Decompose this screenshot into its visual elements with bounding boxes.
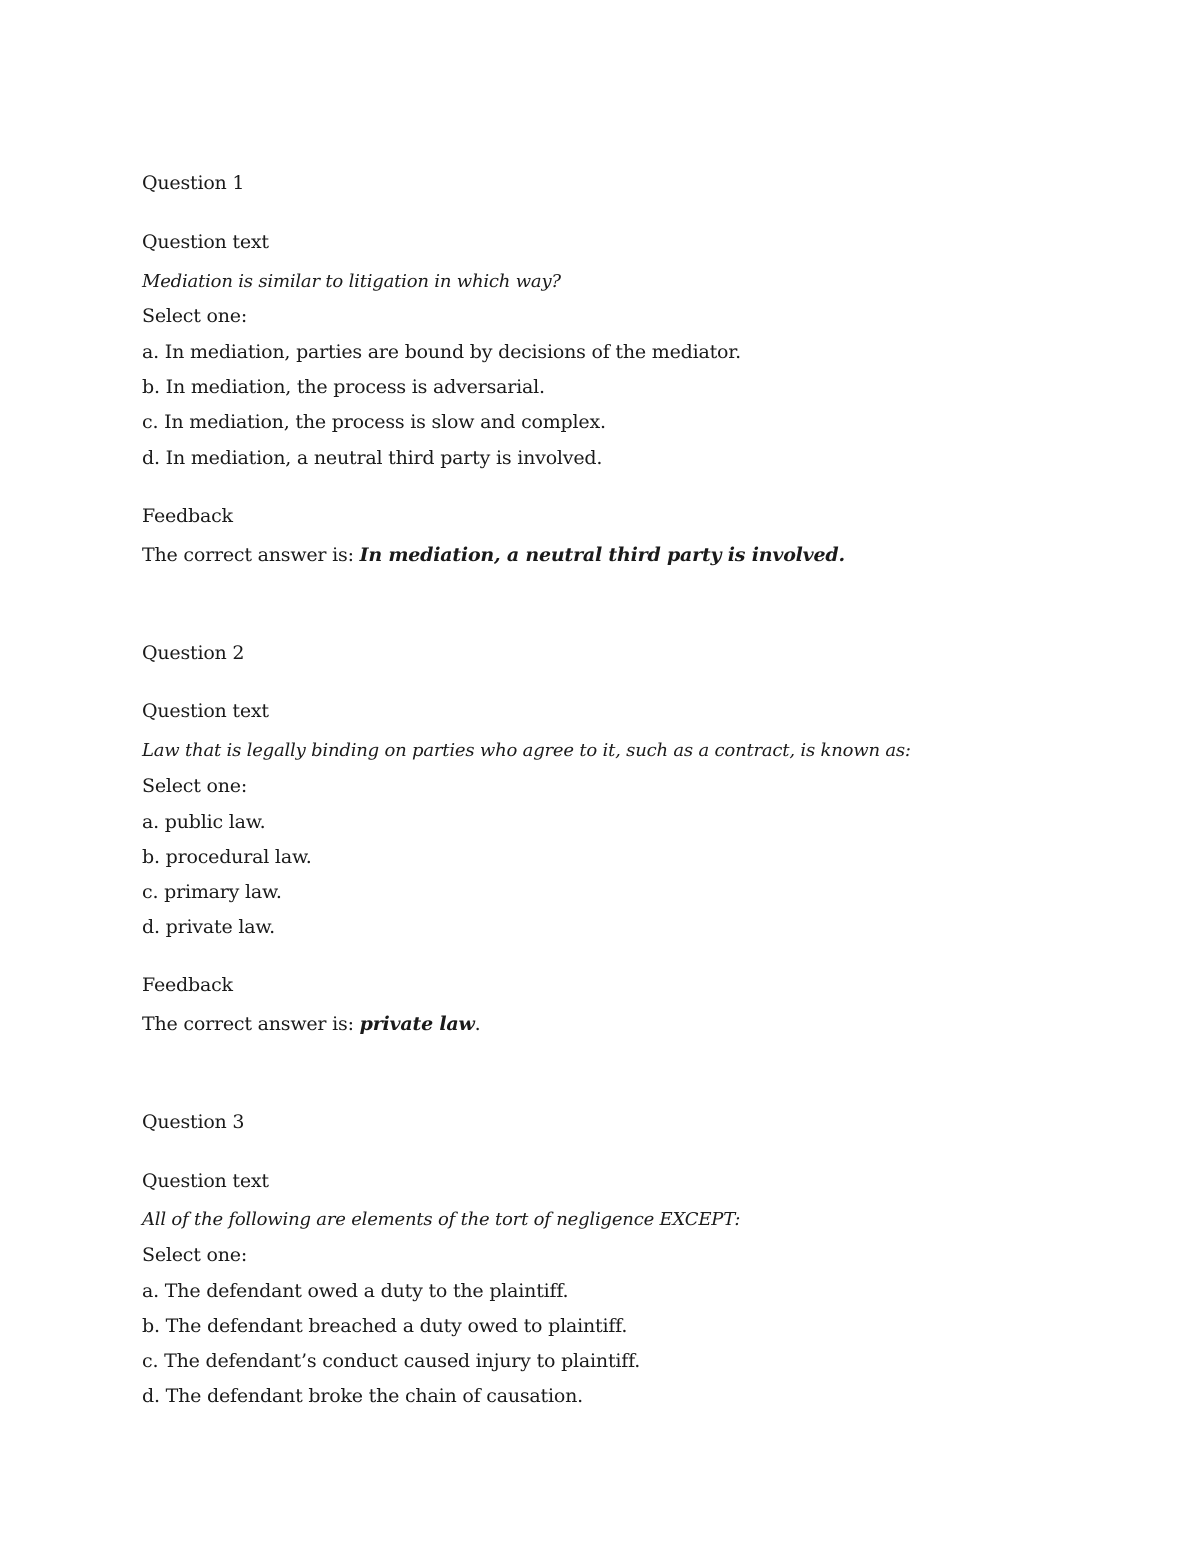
question-prompt: Law that is legally binding on parties who agree to it, such as a contract, is known as: <box>142 740 911 761</box>
option-a[interactable]: a. The defendant owed a duty to the plaintiff. <box>142 1280 569 1302</box>
question-subheading: Question text <box>142 1170 269 1192</box>
question-subheading: Question text <box>142 700 269 722</box>
option-c[interactable]: c. primary law. <box>142 881 282 903</box>
option-b[interactable]: b. The defendant breached a duty owed to plaintiff. <box>142 1315 628 1337</box>
option-b[interactable]: b. procedural law. <box>142 846 312 868</box>
option-a[interactable]: a. In mediation, parties are bound by decisions of the mediator. <box>142 341 741 363</box>
select-label: Select one: <box>142 775 248 797</box>
question-subheading: Question text <box>142 231 269 253</box>
feedback-label: Feedback <box>142 974 233 996</box>
option-d[interactable]: d. The defendant broke the chain of causation. <box>142 1385 583 1407</box>
feedback-answer <box>142 1011 481 1037</box>
question-prompt: Mediation is similar to litigation in which way? <box>142 271 561 292</box>
question-prompt: All of the following are elements of the tort of negligence EXCEPT: <box>142 1209 741 1230</box>
feedback-answer <box>142 542 845 568</box>
option-c[interactable]: c. In mediation, the process is slow and complex. <box>142 411 606 433</box>
correct-answer: In mediation, a neutral third party is involved. <box>359 544 845 566</box>
option-d[interactable]: d. In mediation, a neutral third party is involved. <box>142 447 603 469</box>
option-c[interactable]: c. The defendant’s conduct caused injury to plaintiff. <box>142 1350 641 1372</box>
option-b[interactable]: b. In mediation, the process is adversarial. <box>142 376 545 398</box>
correct-suffix: . <box>474 1013 481 1035</box>
feedback-label: Feedback <box>142 505 233 527</box>
question-heading: Question 2 <box>142 642 245 664</box>
option-a[interactable]: a. public law. <box>142 811 266 833</box>
select-label: Select one: <box>142 305 248 327</box>
select-label: Select one: <box>142 1244 248 1266</box>
option-d[interactable]: d. private law. <box>142 916 275 938</box>
correct-prefix: The correct answer is: <box>142 544 360 566</box>
question-heading: Question 1 <box>142 172 245 194</box>
question-heading: Question 3 <box>142 1111 245 1133</box>
correct-answer: private law <box>359 1013 475 1035</box>
correct-prefix: The correct answer is: <box>142 1013 360 1035</box>
